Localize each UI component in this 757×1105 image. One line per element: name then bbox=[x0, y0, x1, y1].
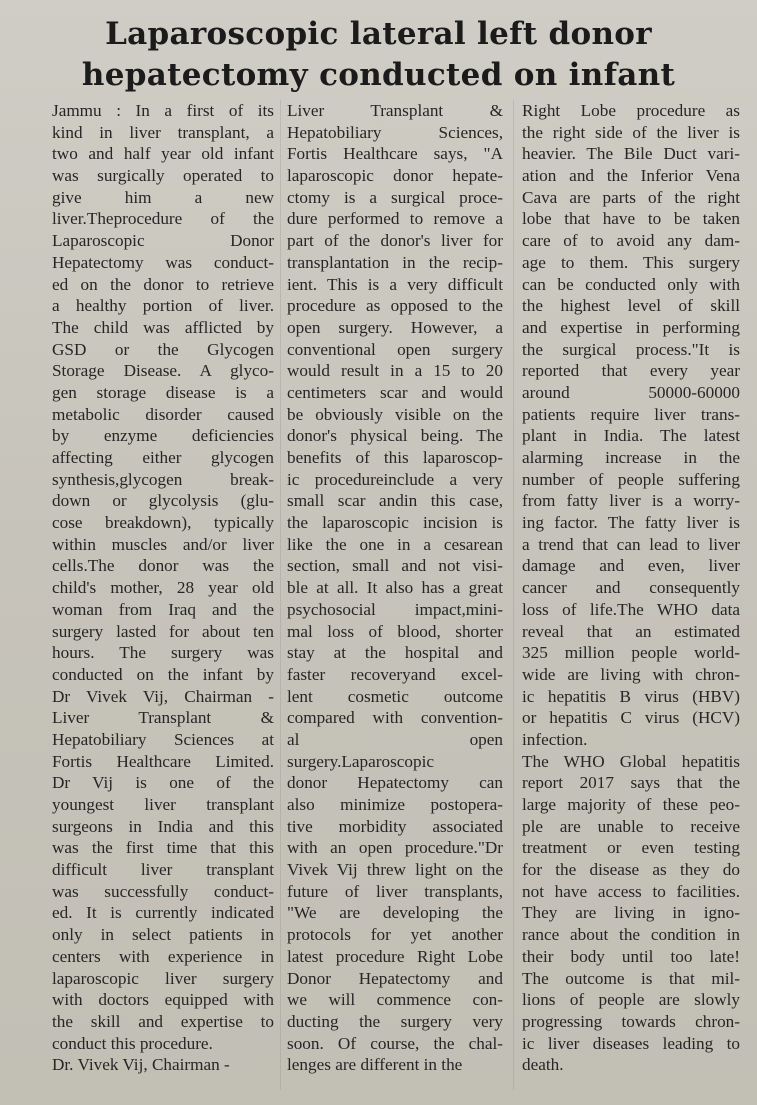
article-column-1 bbox=[52, 100, 274, 1076]
article-text-line: and expertise in performing bbox=[522, 317, 740, 337]
article-text-line: cancer and consequently bbox=[522, 578, 740, 598]
article-text-line: ing factor. The fatty liver is bbox=[522, 513, 740, 533]
article-text-line: with doctors equipped with bbox=[52, 990, 274, 1010]
article-text-line: lent cosmetic outcome bbox=[287, 686, 503, 706]
article-text-line: The WHO Global hepatitis bbox=[522, 751, 740, 771]
article-text-line: number of people suffering bbox=[522, 469, 740, 489]
article-text-line: Dr Vivek Vij, Chairman - bbox=[52, 686, 274, 706]
article-text-line: soon. Of course, the chal- bbox=[287, 1033, 503, 1053]
article-column-2 bbox=[287, 100, 503, 1076]
headline bbox=[0, 14, 757, 96]
article-text-line: like the one in a cesarean bbox=[287, 534, 503, 554]
article-text-line: plant in India. The latest bbox=[522, 426, 740, 446]
article-text-line: stay at the hospital and bbox=[287, 643, 503, 663]
article-text-line: open surgery. However, a bbox=[287, 317, 503, 337]
article-text-line: conventional open surgery bbox=[287, 339, 503, 359]
article-text-line: from fatty liver is a worry- bbox=[522, 491, 740, 511]
article-text-line: woman from Iraq and the bbox=[52, 599, 274, 619]
article-text-line: conducted on the infant by bbox=[52, 664, 274, 684]
article-text-line: difficult liver transplant bbox=[52, 860, 274, 880]
article-text-line: loss of life.The WHO data bbox=[522, 599, 740, 619]
article-text-line: by enzyme deficiencies bbox=[52, 426, 274, 446]
article-text-line: tive morbidity associated bbox=[287, 816, 503, 836]
article-text-line: ple are unable to receive bbox=[522, 816, 740, 836]
article-text-line: laparoscopic donor hepate- bbox=[287, 166, 503, 186]
article-column-3 bbox=[522, 100, 740, 1076]
article-text-line: affecting either glycogen bbox=[52, 448, 274, 467]
article-text-line: ed. It is currently indicated bbox=[52, 903, 274, 923]
article-text-line: centers with experience in bbox=[52, 946, 274, 966]
article-text-line: transplantation in the recip- bbox=[287, 252, 503, 272]
article-text-line: ctomy is a surgical proce- bbox=[287, 187, 503, 207]
article-text-line: benefits of this laparoscop- bbox=[287, 448, 503, 467]
article-text-line: around 50000-60000 bbox=[522, 382, 740, 402]
article-text-line: Storage Disease. A glyco- bbox=[52, 361, 274, 381]
article-text-line: lobe that have to be taken bbox=[522, 209, 740, 229]
article-text-line: for the disease as they do bbox=[522, 860, 740, 880]
article-text-line: Laparoscopic Donor bbox=[52, 231, 274, 251]
article-text-line: Liver Transplant & bbox=[287, 101, 503, 120]
article-text-line: synthesis,glycogen break- bbox=[52, 469, 274, 489]
article-text-line: infection. bbox=[522, 729, 588, 749]
article-text-line: donor's physical being. The bbox=[287, 426, 503, 446]
article-text-line: Jammu : In a first of its bbox=[52, 101, 274, 120]
article-text-line: cose breakdown), typically bbox=[52, 513, 274, 533]
article-text-line: progressing towards chron- bbox=[522, 1011, 740, 1031]
article-text-line: 325 million people world- bbox=[522, 643, 740, 663]
article-text-line: patients require liver trans- bbox=[522, 404, 740, 424]
article-text-line: small scar andin this case, bbox=[287, 491, 503, 511]
article-text-line: not have access to facilities. bbox=[522, 881, 740, 901]
article-text-line: down or glycolysis (glu- bbox=[52, 491, 274, 511]
article-text-line: was surgically operated to bbox=[52, 166, 274, 186]
article-text-line: the skill and expertise to bbox=[52, 1011, 274, 1031]
article-text-line: only in select patients in bbox=[52, 925, 274, 945]
article-text-line: ducting the surgery very bbox=[287, 1011, 503, 1031]
article-text-line: mal loss of blood, shorter bbox=[287, 621, 503, 641]
article-text-line: would result in a 15 to 20 bbox=[287, 361, 503, 381]
article-text-line: surgeons in India and this bbox=[52, 816, 274, 836]
column-divider bbox=[513, 100, 514, 1090]
article-text-line: death. bbox=[522, 1055, 564, 1075]
article-text-line: Cava are parts of the right bbox=[522, 187, 740, 207]
article-text-line: heavier. The Bile Duct vari- bbox=[522, 144, 740, 164]
article-text-line: conduct this procedure. bbox=[52, 1033, 213, 1053]
article-text-line: part of the donor's liver for bbox=[287, 231, 503, 251]
article-text-line: Dr Vij is one of the bbox=[52, 773, 274, 793]
article-text-line: child's mother, 28 year old bbox=[52, 578, 274, 598]
article-text-line: metabolic disorder caused bbox=[52, 404, 274, 424]
article-text-line: ble at all. It also has a great bbox=[287, 578, 503, 598]
article-text-line: treatment or even testing bbox=[522, 838, 740, 858]
article-text-line: Vivek Vij threw light on the bbox=[287, 860, 503, 880]
article-text-line: ed on the donor to retrieve bbox=[52, 274, 274, 294]
article-text-line: a healthy portion of liver. bbox=[52, 296, 274, 316]
article-text-line: two and half year old infant bbox=[52, 144, 274, 164]
article-text-line: alarming increase in the bbox=[522, 448, 740, 467]
article-text-line: be obviously visible on the bbox=[287, 404, 503, 424]
article-text-line: surgery lasted for about ten bbox=[52, 621, 274, 641]
article-text-line: youngest liver transplant bbox=[52, 795, 274, 814]
article-text-line: was the first time that this bbox=[52, 838, 274, 858]
article-text-line: dure performed to remove a bbox=[287, 209, 503, 229]
article-text-line: Right Lobe procedure as bbox=[522, 101, 740, 120]
article-text-line: Liver Transplant & bbox=[52, 708, 274, 728]
article-text-line: al open bbox=[287, 729, 503, 749]
article-text-line: reported that every year bbox=[522, 361, 740, 381]
article-text-line: wide are living with chron- bbox=[522, 664, 740, 684]
article-text-line: ient. This is a very difficult bbox=[287, 274, 503, 294]
article-text-line: protocols for yet another bbox=[287, 925, 503, 945]
headline-line-2: hepatectomy conducted on infant bbox=[81, 57, 676, 93]
article-text-line: Fortis Healthcare Limited. bbox=[52, 751, 274, 771]
article-text-line: rance about the condition in bbox=[522, 925, 740, 945]
article-text-line: the surgical process."It is bbox=[522, 339, 740, 359]
article-text-line: psychosocial impact,mini- bbox=[287, 599, 503, 619]
article-text-line: Hepatobiliary Sciences at bbox=[52, 729, 274, 749]
article-text-line: reveal that an estimated bbox=[522, 621, 740, 641]
article-text-line: the laparoscopic incision is bbox=[287, 513, 503, 533]
article-text-line: GSD or the Glycogen bbox=[52, 339, 274, 359]
article-text-line: donor Hepatectomy can bbox=[287, 773, 503, 793]
article-text-line: laparoscopic liver surgery bbox=[52, 968, 274, 988]
article-text-line: large majority of these peo- bbox=[522, 795, 740, 814]
article-text-line: kind in liver transplant, a bbox=[52, 122, 274, 142]
article-text-line: gen storage disease is a bbox=[52, 382, 274, 402]
article-text-line: The child was afflicted by bbox=[52, 317, 274, 337]
article-text-line: section, small and not visi- bbox=[287, 556, 503, 576]
article-text-line: Hepatectomy was conduct- bbox=[52, 252, 274, 272]
article-text-line: a trend that can lead to liver bbox=[522, 534, 740, 554]
article-text-line: give him a new bbox=[52, 187, 274, 207]
article-text-line: The outcome is that mil- bbox=[522, 968, 740, 988]
article-text-line: was successfully conduct- bbox=[52, 881, 274, 901]
article-text-line: the highest level of skill bbox=[522, 296, 740, 316]
article-text-line: faster recoveryand excel- bbox=[287, 664, 503, 684]
article-text-line: ation and the Inferior Vena bbox=[522, 166, 740, 186]
article-text-line: ic hepatitis B virus (HBV) bbox=[522, 686, 740, 706]
article-text-line: latest procedure Right Lobe bbox=[287, 946, 503, 966]
article-text-line: They are living in igno- bbox=[522, 903, 740, 923]
article-text-line: their body until too late! bbox=[522, 946, 740, 966]
column-divider bbox=[280, 100, 281, 1090]
article-text-line: Hepatobiliary Sciences, bbox=[287, 122, 503, 142]
article-text-line: the right side of the liver is bbox=[522, 122, 740, 142]
article-text-line: lions of people are slowly bbox=[522, 990, 740, 1010]
article-text-line: can be conducted only with bbox=[522, 274, 740, 294]
article-text-line: procedure as opposed to the bbox=[287, 296, 503, 316]
article-text-line: surgery.Laparoscopic bbox=[287, 751, 434, 771]
headline-line-1: Laparoscopic lateral left donor bbox=[105, 16, 652, 52]
article-text-line: within muscles and/or liver bbox=[52, 534, 274, 554]
article-text-line: future of liver transplants, bbox=[287, 881, 503, 901]
article-text-line: age to them. This surgery bbox=[522, 252, 740, 272]
article-text-line: damage and even, liver bbox=[522, 556, 740, 576]
article-text-line: we will commence con- bbox=[287, 990, 503, 1010]
article-text-line: hours. The surgery was bbox=[52, 643, 274, 663]
article-text-line: lenges are different in the bbox=[287, 1055, 463, 1075]
article-text-line: liver.Theprocedure of the bbox=[52, 209, 274, 229]
article-text-line: ic procedureinclude a very bbox=[287, 469, 503, 489]
article-text-line: centimeters scar and would bbox=[287, 382, 503, 402]
article-text-line: with an open procedure."Dr bbox=[287, 838, 503, 858]
article-text-line: Fortis Healthcare says, "A bbox=[287, 144, 503, 164]
article-text-line: or hepatitis C virus (HCV) bbox=[522, 708, 740, 728]
article-text-line: care of to avoid any dam- bbox=[522, 231, 740, 251]
article-text-line: "We are developing the bbox=[287, 903, 503, 923]
article-text-line: cells.The donor was the bbox=[52, 556, 274, 576]
article-text-line: Donor Hepatectomy and bbox=[287, 968, 503, 988]
article-text-line: Dr. Vivek Vij, Chairman - bbox=[52, 1055, 230, 1075]
article-text-line: compared with convention- bbox=[287, 708, 503, 728]
article-text-line: report 2017 says that the bbox=[522, 773, 740, 793]
article-text-line: also minimize postopera- bbox=[287, 795, 503, 814]
article-text-line: ic liver diseases leading to bbox=[522, 1033, 740, 1053]
